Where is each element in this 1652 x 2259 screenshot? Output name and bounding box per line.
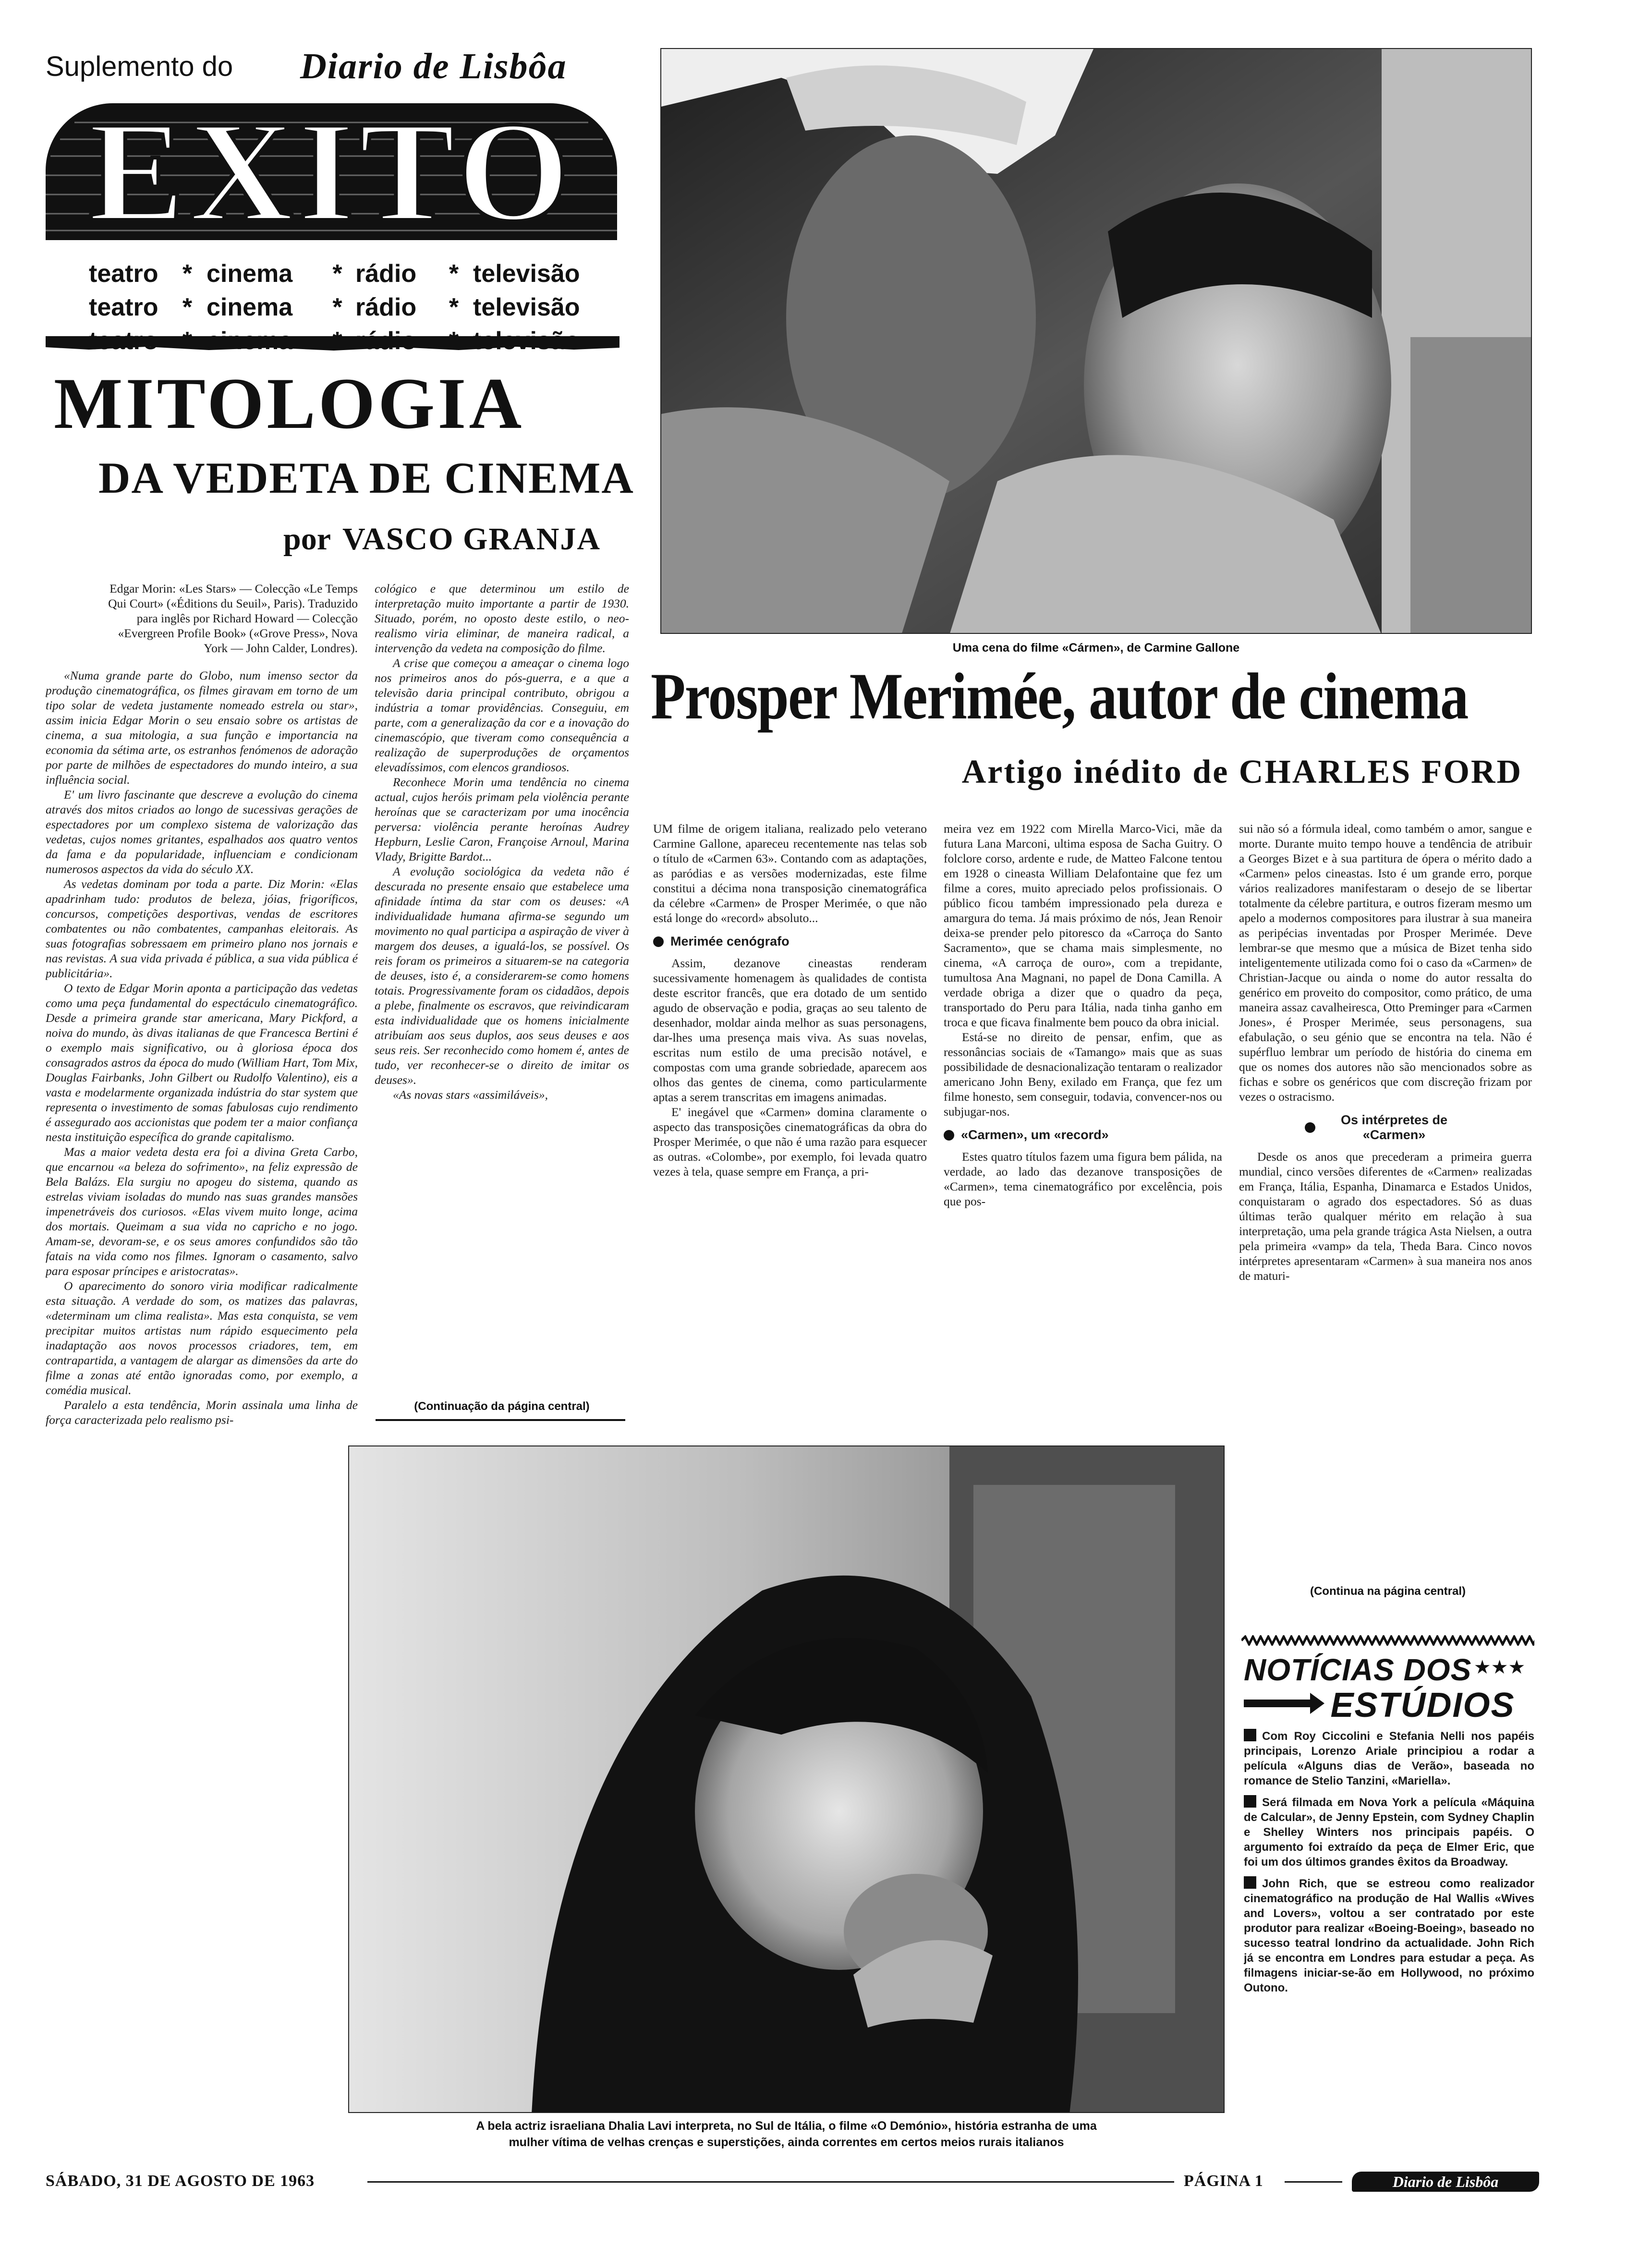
byline-por: por bbox=[283, 522, 331, 557]
news-items bbox=[1244, 1729, 1534, 2161]
news-title-line1: NOTÍCIAS DOS bbox=[1244, 1652, 1472, 1687]
photo-dhalia-caption-line2: mulher vítima de velhas crenças e superstições, ainda correntes em certos meios rurais italianos bbox=[509, 2136, 1064, 2149]
article-paragraph: E' um livro fascinante que descreve a evolução do cinema através dos mitos criados ao longo de sucessivas gerações de espectadores por um complexo sistema de valorização das vedetas, cujos nomes gritantes, espalhados aos quatro ventos da fama e da popularidade, influenciam e condicionam numerosos aspectos da vida do século XX. bbox=[46, 788, 358, 876]
byline-author: VASCO GRANJA bbox=[342, 522, 601, 557]
article-paragraph: UM filme de origem italiana, realizado pelo veterano Carmine Gallone, apareceu recentemente nas telas sob o título de «Carmen 63». Contando com as adaptações, as paródias e as versões modernizadas, este filme constitui a décima nona transposição cinematográfica da célebre «Carmen» de Prosper Merimée, o que não está longe do «record» absoluto... bbox=[653, 822, 927, 925]
photo-carmen-scene bbox=[660, 48, 1532, 634]
photo-dhalia-lavi bbox=[348, 1445, 1225, 2113]
photo-carmen-scene-image bbox=[661, 49, 1532, 634]
footer-rule-2 bbox=[1285, 2181, 1342, 2183]
article-paragraph: sui não só a fórmula ideal, como também o amor, sangue e morte. Durante muito tempo houve a tendência de atribuir a Georges Bizet e à sua partitura de ópera o mérito dado a «Carmen» pelos cineastas. Isto é um grande erro, porque vários realizadores manifestaram o desejo de se libertar totalmente da célebre partitura, e outros fizeram mesmo um apelo a modernos compositores para ilustrar à sua maneira as peripécias inventadas por Prosper Merimée. Deve lembrar-se que mesmo que a música de Bizet tenha sido inteligentemente utilizada como foi o caso da «Carmen» de Christian-Jacque ou ainda o nome do autor ressalta do genérico em proveito do compositor, como prático, de uma maneira assaz cavalheiresca, Otto Preminger para «Carmen Jones», é Prosper Merimée, seus personagens, sua efabulação, o seu génio que se encontra na tela. Não é supérfluo lembrar um período de história do cinema em que os nomes dos autores não são mencionados sobre as fichas e sobre os genéricos que com discreção frizam por vezes o ostracismo. bbox=[1239, 822, 1532, 1104]
right-continuation-note: (Continua na página central) bbox=[1310, 1585, 1466, 1598]
tagline-word: rádio bbox=[355, 260, 417, 288]
footer-date: SÁBADO, 31 DE AGOSTO DE 1963 bbox=[46, 2172, 315, 2190]
footer bbox=[46, 2171, 1539, 2195]
subhead-interpretes: Os intérpretes de «Carmen» bbox=[1239, 1113, 1532, 1142]
masthead bbox=[46, 46, 617, 377]
article-paragraph: «As novas stars «assimiláveis», bbox=[393, 1088, 548, 1102]
news-item bbox=[1244, 1876, 1534, 1995]
tagline-word: teatro bbox=[89, 260, 158, 288]
paper-name-logo: Diario de Lisbôa bbox=[300, 46, 567, 86]
bullet-dot-icon bbox=[653, 936, 664, 947]
news-title-arrow-icon bbox=[1244, 1700, 1316, 1707]
article-subtitle: DA VEDETA DE CINEMA bbox=[98, 453, 634, 502]
tagline-separator: * bbox=[449, 260, 459, 288]
tagline-separator: * bbox=[332, 293, 342, 321]
article-paragraph: Reconhece Morin uma tendência no cinema actual, cujos heróis primam pela violência perante heroínas que se caracterizam por uma inocência perversa: violência perante heroínas Audrey Hepburn, Leslie Caron, Françoise Arnoul, Marina Vlady, Brigitte Bardot... bbox=[375, 775, 629, 863]
subhead-merimee-cenografo: Merimée cenógrafo bbox=[653, 934, 927, 949]
tagline-separator: * bbox=[449, 293, 459, 321]
left-article-col1 bbox=[46, 581, 358, 2137]
right-article-col3 bbox=[1239, 821, 1532, 1575]
tagline-separator: * bbox=[182, 293, 193, 321]
masthead-rule-fray bbox=[46, 345, 620, 352]
article-paragraph: «Numa grande parte do Globo, num imenso sector da produção cinematográfica, os filmes giravam em torno de um tipo solar de vedeta justamente nomeado estrela ou star», assim inicia Edgar Morin o seu ensaio sobre os artistas de cinema, a sua mitologia, a sua função e importancia na economia da sétima arte, os estranhos fenómenos de adoração por parte de milhões de espectadores do mundo inteiro, a sua influência social. bbox=[46, 668, 358, 787]
article-paragraph: meira vez em 1922 com Mirella Marco-Vici, mãe da futura Lana Marconi, ultima esposa de Sacha Guitry. O folclore corso, ardente e rude, de Matteo Falcone tentou em 1928 o cineasta William Delafontaine que fez um filme a cores, muito apreciado pelos profissionais. O público ficou também impressionado pela dureza e amargura do tema. Já mais próximo de nós, Jean Renoir deixa-se prender pelo pitoresco da «Carroça do Santo Sacramento», que se chama mais simplesmente, no cinema, «A carroça de ouro», com a trepidante, tumultosa Ana Magnani, no papel de Dona Camilla. A verdade obriga a dizer que o quadro da peça, transportado do Peru para Itália, nada tinha ganho em troca e que ficava finalmente bem pouco da obra inicial. bbox=[944, 822, 1222, 1029]
news-item-text: Com Roy Ciccolini e Stefania Nelli nos papéis principais, Lorenzo Ariale principiou a rodar a película «Alguns dias de Verão», baseada no romance de Stelio Tanzini, «Mariella». bbox=[1244, 1730, 1534, 1787]
article-paragraph: Mas a maior vedeta desta era foi a divina Greta Carbo, que encarnou «a beleza do sofrimento», na feliz expressão de Bela Balázs. Ela surgiu no apogeu do sistema, quando as estrelas viviam isoladas do mundo nas suas grandes mansões impenetráveis dos curiosos. «Elas vivem muito longe, acima dos mortais. Queimam a sua vida no capricho e no jogo. Amam-se, devoram-se, e os seus amores confundidos são tão fatais na vida como nos filmes. Ignoram o casamento, salvo para esposar príncipes e aristocratas». bbox=[46, 1145, 358, 1278]
article-title: MITOLOGIA bbox=[54, 363, 525, 444]
tagline-row bbox=[89, 257, 617, 291]
news-title-line2: ESTÚDIOS bbox=[1330, 1686, 1515, 1725]
tagline-separator: * bbox=[182, 260, 193, 288]
left-article-col2 bbox=[375, 581, 629, 1402]
exito-banner bbox=[46, 92, 617, 251]
article-paragraph: O aparecimento do sonoro viria modificar radicalmente esta situação. A verdade do som, os matizes das palavras, «determinam um clima realista». Mas esta conquista, se vem precipitar muitos artistas num rápido esquecimento pela inadaptação aos novos processos criadores, tem, em contrapartida, a vantagem de alargar as dimensões da arte do filme a zonas até então ignoradas como, por exemplo, a comédia musical. bbox=[46, 1279, 358, 1397]
book-reference: Edgar Morin: «Les Stars» — Colecção «Le Temps Qui Court» («Éditions du Seuil», Paris). Traduzido para inglês por Richard Howard — Colecção «Evergreen Profile Book» («Grove Press», Nova York — John Calder, Londres). bbox=[108, 582, 358, 655]
left-bottom-rule bbox=[376, 1419, 625, 1421]
article-paragraph: Está-se no direito de pensar, enfim, que as ressonâncias sociais de «Tamango» mais que as suas possibilidade de desnacionalização tentaram o realizador americano John Beny, exilado em França, que fez um filme honesto, sem conseguir, todavia, convencer-nos ou subjugar-nos. bbox=[944, 1030, 1222, 1118]
news-item bbox=[1244, 1795, 1534, 1870]
square-bullet-icon bbox=[1244, 1876, 1256, 1889]
photo-dhalia-lavi-image bbox=[349, 1446, 1225, 2113]
merimee-subhead: Artigo inédito de CHARLES FORD bbox=[961, 753, 1522, 790]
square-bullet-icon bbox=[1244, 1729, 1256, 1741]
footer-rule bbox=[367, 2181, 1174, 2183]
article-paragraph: Assim, dezanove cineastas renderam sucessivamente homenagem às qualidades de contista deste escritor francês, que era dotado de um sentido agudo de observação e podia, graças ao seu talento de desenhador, moldar ainda melhor as suas personagens, dar-lhes uma presença mais viva. As suas novelas, escritas num estilo de uma precisão notável, e compostas com uma grande sobriedade, aparecem aos olhos das gentes de cinema, como particularmente aptas a serem transcritas em imagens animadas. bbox=[653, 956, 927, 1104]
tagline-word: televisão bbox=[473, 293, 580, 321]
tagline-word: televisão bbox=[473, 260, 580, 288]
tagline-word: rádio bbox=[355, 293, 417, 321]
article-paragraph: O texto de Edgar Morin aponta a participação das vedetas como uma peça fundamental do espectáculo cinematográfico. Desde a primeira grande star americana, Mary Pickford, a noiva do mundo, às divas italianas de que Francesca Bertini é o exemplo mais significativo, ou à gloriosa época dos consagrados astros da época do mudo (William Hart, Tom Mix, Douglas Fairbanks, John Gilbert ou Rudolfo Valentino), eis a vasta e modelarmente organizada indústria do star system que representa o investimento de somas fabulosas cujo rendimento é assegurado aos accionistas que podem ter a maior confiança nesta instituição específica do grande capitalismo. bbox=[46, 981, 358, 1144]
tagline-word: cinema bbox=[206, 293, 293, 321]
article-paragraph: Desde os anos que precederam a primeira guerra mundial, cinco versões diferentes de «Carmen» realizadas em França, Itália, Espanha, Dinamarca e Estados Unidos, conquistaram o agrado dos espectadores. Só as duas últimas terão qualquer mérito em relação à sua interpretação, uma pela grande trágica Asta Nielsen, a outra pela primeira «vamp» da tela, Theda Bara. Cinco novos intérpretes apresentaram «Carmen» à sua maneira nos anos de maturi- bbox=[1239, 1150, 1532, 1283]
exito-wordmark: EXITO bbox=[88, 92, 574, 251]
footer-logo: Diario de Lisbôa bbox=[1352, 2172, 1539, 2192]
article-paragraph: As vedetas dominam por toda a parte. Diz Morin: «Elas apadrinham tudo: produtos de beleza, jóias, frigoríficos, concursos, competições desportivas, vendas de escritores combatentes ou não combatentes, campanhas eleitorais. As suas fotografias sobressaem em primeiro plano nos jornais e nas revistas. A sua vida privada é pública, a sua vida pública é publicitária». bbox=[46, 877, 358, 980]
merimee-headline: Prosper Merimée, autor de cinema bbox=[651, 659, 1468, 733]
news-item-text: Será filmada em Nova York a película «Máquina de Calcular», de Jenny Epstein, com Sydney Chaplin e Shelley Winters nos principais papéis. O argumento foi extraído da peça de Elmer Eric, que foi um dos últimos grandes êxitos da Broadway. bbox=[1244, 1796, 1534, 1869]
bullet-dot-icon bbox=[1305, 1122, 1315, 1133]
article-paragraph: E' inegável que «Carmen» domina claramente o aspecto das transposições cinematográficas da obra do Prosper Merimée, o que não é uma razão para esquecer as outras. «Colombe», por exemplo, foi levada quatro vezes à tela, quase sempre em França, a pri- bbox=[653, 1105, 927, 1178]
article-paragraph: A evolução sociológica da vedeta não é descurada no presente ensaio que estabelece uma afinidade íntima da star com os deuses: «A individualidade humana afirma-se segundo um movimento no qual participa a aspiração de viver à margem dos deuses, a igualá-los, se possível. Os reis foram os primeiros a situarem-se na categoria de deuses, isto é, a considerarem-se como homens totais. Progressivamente foram os cidadãos, depois a plebe, finalmente os escravos, que reivindicaram esta individualidade que os homens inicialmente atribuíam aos seus duplos, aos seus deuses e aos seus reis. Ser reconhecido como homem é, antes de tudo, ver reconhecer-se o direito de imitar os deuses». bbox=[375, 864, 629, 1087]
photo-dhalia-caption bbox=[348, 2118, 1225, 2150]
square-bullet-icon bbox=[1244, 1795, 1256, 1808]
tagline-word: teatro bbox=[89, 293, 158, 321]
photo-carmen-caption: Uma cena do filme «Cármen», de Carmine Gallone bbox=[952, 641, 1240, 655]
tagline-word: cinema bbox=[206, 260, 293, 288]
photo-dhalia-caption-line1: A bela actriz israeliana Dhalia Lavi interpreta, no Sul de Itália, o filme «O Demónio», história estranha de uma bbox=[476, 2119, 1097, 2133]
news-item-text: John Rich, que se estreou como realizador cinematográfico na produção de Hal Wallis «Wives and Lovers», voltou a ser contratado por este produtor para realizar «Boeing-Boeing», baseado no sucesso teatral londrino da actualidade. John Rich já se encontra em Londres para estudar a peça. As filmagens iniciar-se-ão em Hollywood, no próximo Outono. bbox=[1244, 1877, 1534, 1994]
article-paragraph: cológico e que determinou um estilo de interpretação muito importante a partir de 1930. Situado, porém, no oposto deste estilo, o neo-realismo viria eliminar, de maneira radical, a intervenção da vedeta na composição do filme. bbox=[375, 582, 629, 655]
news-title-stars: ★★★ bbox=[1473, 1657, 1526, 1678]
article-paragraph: A crise que começou a ameaçar o cinema logo nos primeiros anos do pós-guerra, e a que a televisão daria principal contributo, obrigou a indústria a tomar providências. Conseguiu, em parte, com a generalização da cor e a inovação do cinemascópio, que tiveram como consequência a realização de superproduções de orçamentos elevadíssimos, com elencos grandiosos. bbox=[375, 656, 629, 774]
news-title bbox=[1244, 1652, 1537, 1725]
news-zigzag-rule bbox=[1241, 1635, 1534, 1646]
right-article-col1 bbox=[653, 821, 927, 1412]
tagline-separator: * bbox=[332, 260, 342, 288]
bullet-dot-icon bbox=[944, 1130, 954, 1141]
right-article-col2 bbox=[944, 821, 1222, 1412]
news-item bbox=[1244, 1729, 1534, 1788]
article-paragraph: Paralelo a esta tendência, Morin assinala uma linha de força caracterizada pelo realismo psi- bbox=[46, 1398, 358, 1427]
left-continuation-note: (Continuação da página central) bbox=[414, 1400, 590, 1413]
footer-page-number: PÁGINA 1 bbox=[1184, 2172, 1263, 2190]
byline bbox=[283, 521, 601, 558]
subhead-carmen-record: «Carmen», um «record» bbox=[944, 1128, 1222, 1142]
tagline-row bbox=[89, 291, 617, 324]
suplemento-label: Suplemento do bbox=[46, 51, 233, 82]
article-paragraph: Estes quatro títulos fazem uma figura bem pálida, na verdade, ao lado das dezanove transposições de «Carmen», tema cinematográfico por excelência, pois que pos- bbox=[944, 1150, 1222, 1208]
